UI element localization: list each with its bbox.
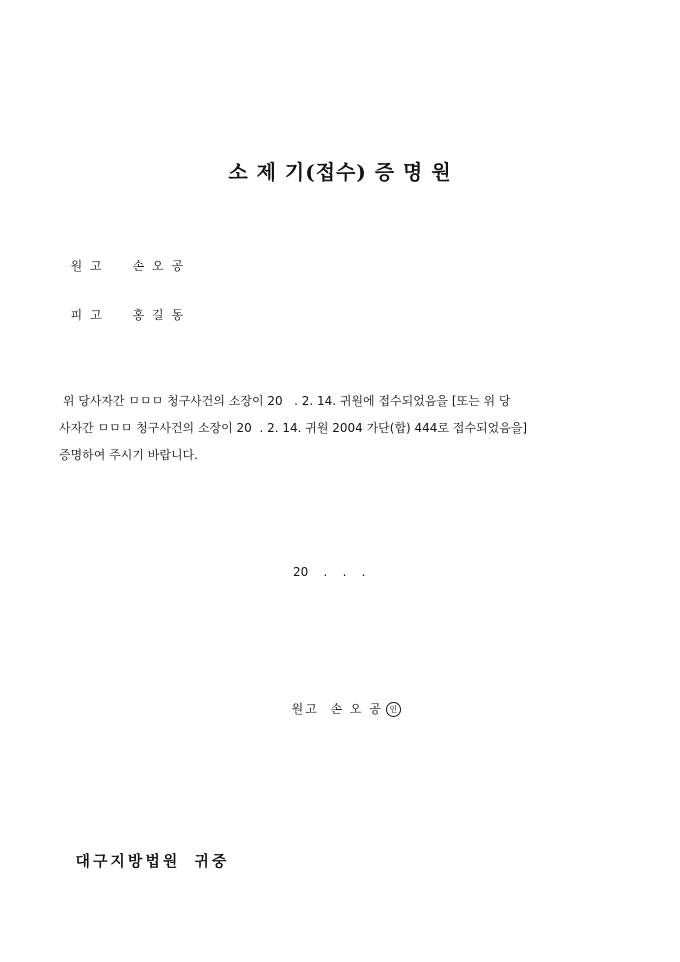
court-addressee: [59, 832, 229, 871]
plaintiff-line: [59, 243, 185, 274]
request-body: [59, 388, 625, 469]
body-line-1: 위 당사자간 ㅁㅁㅁ 청구사건의 소장이 20 . 2. 14. 귀원에 접수되었음을 [또는 위 당: [59, 394, 511, 408]
body-line-2: 사자간 ㅁㅁㅁ 청구사건의 소장이 20 . 2. 14. 귀원 2004 가단(합) 444로 접수되었음을]: [59, 421, 528, 435]
date-line: 20 . . .: [293, 565, 366, 579]
defendant-line: [59, 292, 185, 323]
signature-label: 원고 손 오 공: [291, 702, 383, 716]
defendant-name: 홍 길 동: [132, 308, 186, 322]
signature-line: [280, 686, 401, 717]
court-name: 대구지방법원: [75, 852, 181, 870]
addressee-label: 귀중: [194, 852, 230, 870]
defendant-role: 피 고: [70, 308, 104, 322]
seal-icon: 인: [386, 702, 401, 717]
plaintiff-name: 손 오 공: [132, 259, 186, 273]
document-title: 소 제 기(접수) 증 명 원: [228, 160, 452, 184]
body-line-3: 증명하여 주시기 바랍니다.: [59, 448, 198, 462]
plaintiff-role: 원 고: [70, 259, 104, 273]
